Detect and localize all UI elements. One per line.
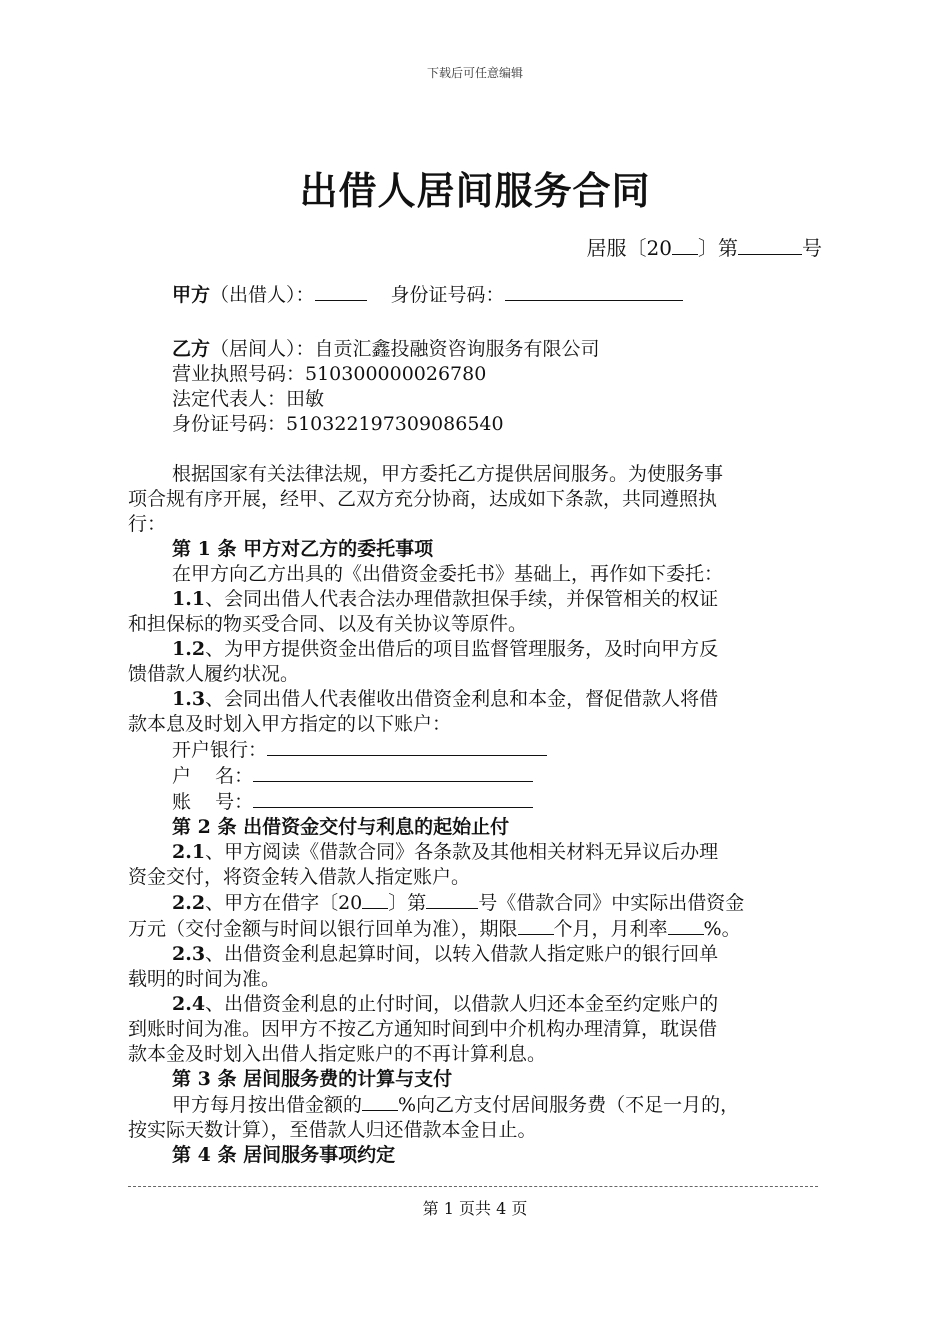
- docno-suffix: 号: [802, 236, 822, 260]
- item-1-2-line-1: 1.2、为甲方提供资金出借后的项目监督管理服务，及时向甲方反: [172, 638, 719, 660]
- party-b-role: （居间人）：: [210, 338, 315, 360]
- page-footer: 第 1 页共 4 页: [422, 1199, 528, 1218]
- party-b-representative: 法定代表人：田敏: [172, 388, 325, 410]
- party-b-license: 营业执照号码：510300000026780: [172, 363, 487, 385]
- party-b-line: [128, 337, 824, 362]
- docno-number-blank: [738, 236, 802, 255]
- item-2-1-line-1: 2.1、甲方阅读《借款合同》各条款及其他相关材料无异议后办理: [172, 841, 719, 863]
- docno-prefix: 居服〔20: [586, 236, 672, 260]
- bank-blank: [267, 737, 547, 756]
- item-1-1-line-1: 1.1、会同出借人代表合法办理借款担保手续，并保管相关的权证: [172, 588, 719, 610]
- party-a-role: （出借人）：: [210, 284, 315, 306]
- article-3-line-2: 按实际天数计算），至借款人归还借款本金日止。: [128, 1119, 537, 1141]
- item-1-2-line-2: 馈借款人履约状况。: [128, 663, 300, 685]
- account-number-blank: [253, 789, 533, 808]
- page-header: 下载后可任意编辑: [426, 66, 523, 80]
- account-name-blank: [253, 763, 533, 782]
- party-b-label: 乙方: [172, 338, 211, 360]
- item-2-2-line-1: 2.2、甲方在借字〔20 〕第 号《借款合同》中实际出借资金: [172, 892, 745, 914]
- account-name-field: 户 名：: [128, 763, 824, 789]
- item-1-3-line-1: 1.3、会同出借人代表催收出借资金利息和本金，督促借款人将借: [172, 688, 719, 710]
- docno-mid: 〕第: [698, 236, 738, 260]
- intro-line-3: 行：: [128, 513, 167, 535]
- item-2-2-line-2: 万元（交付金额与时间以银行回单为准），期限 个月，月利率 %。: [128, 918, 741, 940]
- item-2-3-line-2: 载明的时间为准。: [128, 968, 281, 990]
- contract-title: 出借人居间服务合同: [299, 168, 651, 213]
- party-b-name: 自贡汇鑫投融资咨询服务有限公司: [314, 338, 600, 360]
- footer-divider: [128, 1186, 818, 1187]
- article-1-title: 第 1 条 甲方对乙方的委托事项: [172, 538, 434, 560]
- party-a-id-label: 身份证号码：: [390, 284, 505, 306]
- item-1-1-line-2: 和担保标的物买受合同、以及有关协议等原件。: [128, 613, 528, 635]
- party-b-id: 身份证号码：510322197309086540: [172, 413, 504, 435]
- article-4-title: 第 4 条 居间服务事项约定: [172, 1144, 396, 1166]
- bank-field: 开户银行：: [128, 737, 824, 763]
- party-a-label: 甲方: [172, 284, 211, 306]
- intro-line-1: 根据国家有关法律法规，甲方委托乙方提供居间服务。为使服务事: [172, 463, 724, 485]
- item-2-4-line-3: 款本金及时划入出借人指定账户的不再计算利息。: [128, 1043, 547, 1065]
- item-2-4-line-2: 到账时间为准。因甲方不按乙方通知时间到中介机构办理清算，耽误借: [128, 1018, 718, 1040]
- article-2-title: 第 2 条 出借资金交付与利息的起始止付: [172, 816, 510, 838]
- contract-body: [128, 282, 824, 1168]
- party-a-id-blank: [505, 282, 683, 301]
- article-3-line-1: 甲方每月按出借金额的 %向乙方支付居间服务费（不足一月的，: [172, 1094, 740, 1116]
- docno-year-blank: [672, 236, 698, 255]
- intro-line-2: 项合规有序开展，经甲、乙双方充分协商，达成如下条款，共同遵照执: [128, 488, 718, 510]
- article-1-intro: 在甲方向乙方出具的《出借资金委托书》基础上，再作如下委托：: [172, 563, 724, 585]
- article-3-title: 第 3 条 居间服务费的计算与支付: [172, 1068, 453, 1090]
- party-a-name-blank: [315, 282, 367, 301]
- document-number: [587, 232, 822, 261]
- item-2-4-line-1: 2.4、出借资金利息的止付时间，以借款人归还本金至约定账户的: [172, 993, 719, 1015]
- item-2-3-line-1: 2.3、出借资金利息起算时间，以转入借款人指定账户的银行回单: [172, 943, 719, 965]
- item-2-1-line-2: 资金交付，将资金转入借款人指定账户。: [128, 866, 471, 888]
- account-number-field: 账 号：: [128, 789, 824, 815]
- item-1-3-line-2: 款本息及时划入甲方指定的以下账户：: [128, 713, 452, 735]
- party-a-line: [128, 282, 824, 308]
